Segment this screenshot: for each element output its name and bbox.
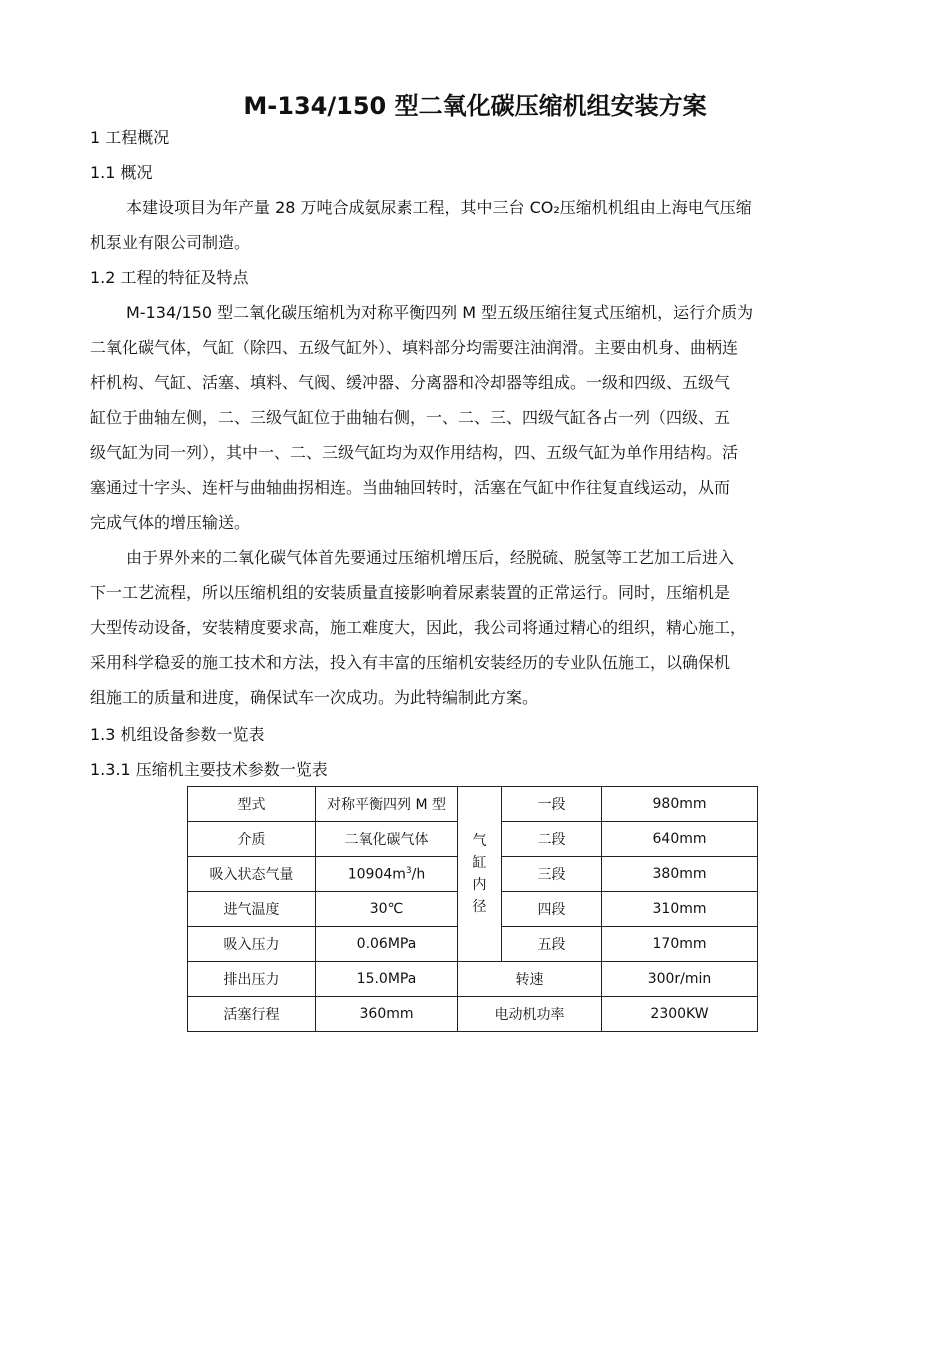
param-label: 活塞行程 — [188, 997, 316, 1032]
paragraph-line: 杆机构、气缸、活塞、填料、气阀、缓冲器、分离器和冷却器等组成。一级和四级、五级气 — [90, 373, 731, 392]
bore-value: 640mm — [602, 822, 758, 857]
param-label: 吸入状态气量 — [188, 857, 316, 892]
paragraph-line: 塞通过十字头、连杆与曲轴曲拐相连。当曲轴回转时，活塞在气缸中作往复直线运动，从而 — [90, 478, 731, 497]
param-label: 排出压力 — [188, 962, 316, 997]
bore-value: 170mm — [602, 927, 758, 962]
stage-label: 三段 — [502, 857, 602, 892]
stage-label: 一段 — [502, 787, 602, 822]
param-value: 15.0MPa — [316, 962, 458, 997]
bore-value: 310mm — [602, 892, 758, 927]
stage-label: 二段 — [502, 822, 602, 857]
paragraph-line: 组施工的质量和进度，确保试车一次成功。为此特编制此方案。 — [90, 688, 539, 707]
param-label: 吸入压力 — [188, 927, 316, 962]
heading-1-3-1: 1.3.1 压缩机主要技术参数一览表 — [90, 760, 328, 779]
paragraph-line: 级气缸为同一列），其中一、二、三级气缸均为双作用结构，四、五级气缸为单作用结构。活 — [90, 443, 739, 462]
bore-value: 980mm — [602, 787, 758, 822]
compressor-parameters-table — [187, 786, 758, 1032]
heading-1-3: 1.3 机组设备参数一览表 — [90, 725, 265, 744]
paragraph-line: 大型传动设备，安装精度要求高，施工难度大，因此，我公司将通过精心的组织，精心施工， — [90, 618, 747, 637]
param-value: 0.06MPa — [316, 927, 458, 962]
heading-1-1: 1.1 概况 — [90, 163, 153, 182]
param-value: 30℃ — [316, 892, 458, 927]
paragraph-line: 二氧化碳气体，气缸（除四、五级气缸外）、填料部分均需要注油润滑。主要由机身、曲柄连 — [90, 338, 739, 357]
param-label: 介质 — [188, 822, 316, 857]
table-row — [188, 962, 758, 997]
table-row — [188, 997, 758, 1032]
paragraph-line: 采用科学稳妥的施工技术和方法，投入有丰富的压缩机安装经历的专业队伍施工，以确保机 — [90, 653, 731, 672]
table-row — [188, 787, 758, 822]
bore-header: 气 缸 内 径 — [458, 787, 502, 962]
heading-1: 1 工程概况 — [90, 128, 170, 147]
paragraph-line: 本建设项目为年产量 28 万吨合成氨尿素工程，其中三台 CO₂压缩机机组由上海电气压缩 — [126, 198, 752, 217]
bore-value: 380mm — [602, 857, 758, 892]
param-value: 300r/min — [602, 962, 758, 997]
param-value: 2300KW — [602, 997, 758, 1032]
paragraph-line: 由于界外来的二氧化碳气体首先要通过压缩机增压后，经脱硫、脱氢等工艺加工后进入 — [126, 548, 735, 567]
paragraph-line: 缸位于曲轴左侧，二、三级气缸位于曲轴右侧，一、二、三、四级气缸各占一列（四级、五 — [90, 408, 731, 427]
paragraph-line: 完成气体的增压输送。 — [90, 513, 251, 532]
heading-1-2: 1.2 工程的特征及特点 — [90, 268, 249, 287]
param-value: 二氧化碳气体 — [316, 822, 458, 857]
paragraph-line: M-134/150 型二氧化碳压缩机为对称平衡四列 M 型五级压缩往复式压缩机，运行介质为 — [126, 303, 754, 322]
stage-label: 四段 — [502, 892, 602, 927]
document-title: M-134/150 型二氧化碳压缩机组安装方案 — [243, 92, 707, 120]
stage-label: 五段 — [502, 927, 602, 962]
param-value: 对称平衡四列 M 型 — [316, 787, 458, 822]
param-label: 电动机功率 — [458, 997, 602, 1032]
param-value: $10904m^3/h$ — [316, 857, 458, 892]
param-value: 360mm — [316, 997, 458, 1032]
paragraph-line: 下一工艺流程，所以压缩机组的安装质量直接影响着尿素装置的正常运行。同时，压缩机是 — [90, 583, 731, 602]
paragraph-line: 机泵业有限公司制造。 — [90, 233, 251, 252]
param-label: 进气温度 — [188, 892, 316, 927]
param-label: 型式 — [188, 787, 316, 822]
param-label: 转速 — [458, 962, 602, 997]
